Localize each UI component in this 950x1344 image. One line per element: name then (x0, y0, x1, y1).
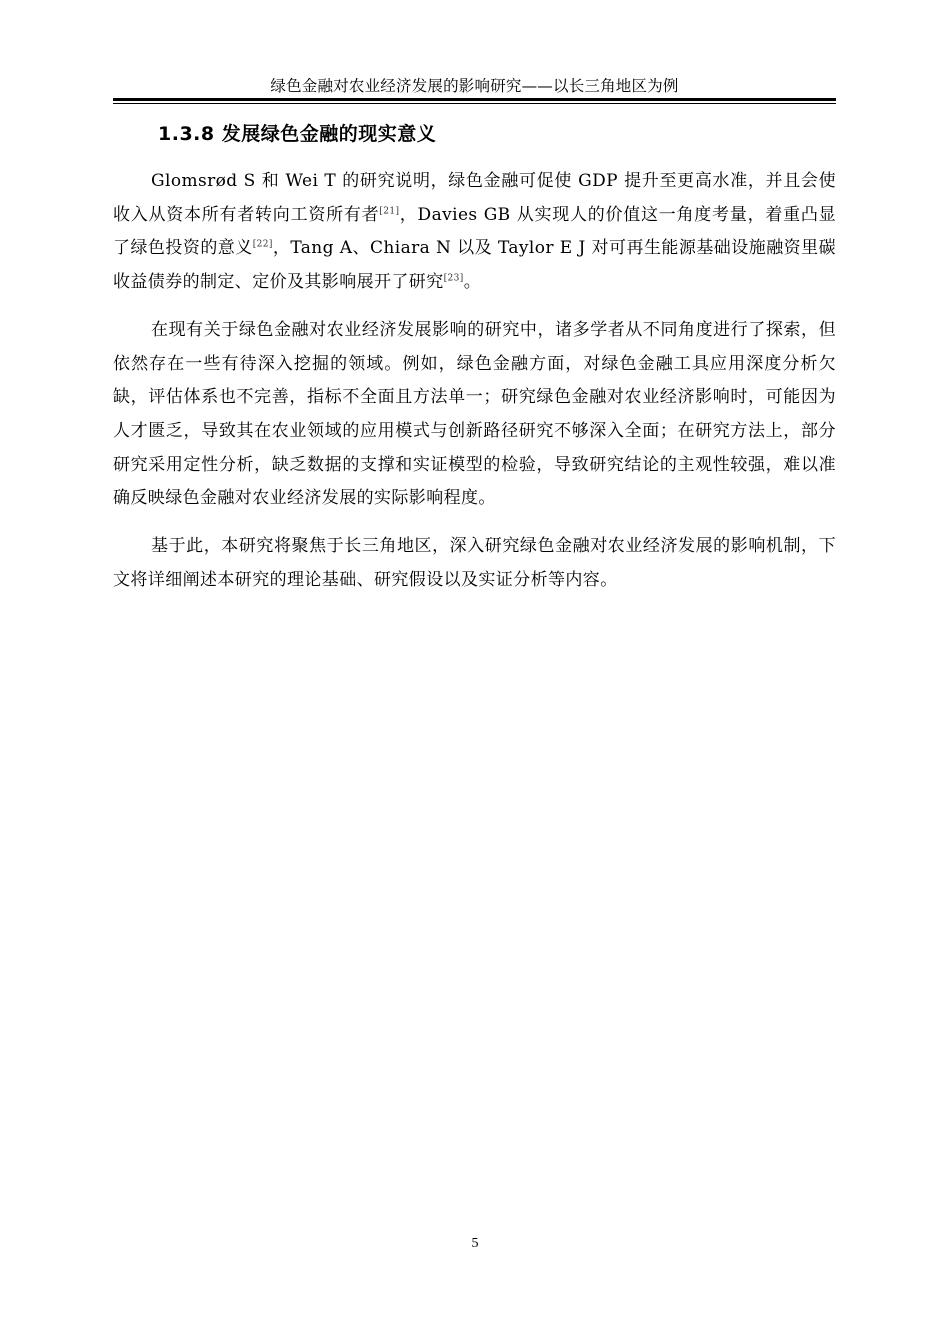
running-header: 绿色金融对农业经济发展的影响研究——以长三角地区为例 (270, 77, 679, 95)
paragraph-1-text-c: ，Tang A、Chiara N 以及 Taylor E J 对可再生能源基础设施融资里碳收益债券的制定、定价及其影响展开了研究 (113, 238, 836, 293)
paragraph-3: 基于此，本研究将聚焦于长三角地区，深入研究绿色金融对农业经济发展的影响机制，下文将详细阐述本研究的理论基础、研究假设以及实证分析等内容。 (113, 536, 836, 590)
citation-23: [23] (443, 273, 464, 284)
section-heading: 1.3.8 发展绿色金融的现实意义 (158, 123, 437, 145)
citation-22: [22] (252, 239, 273, 250)
paragraph-2: 在现有关于绿色金融对农业经济发展影响的研究中，诸多学者从不同角度进行了探索，但依然存在一些有待深入挖掘的领域。例如，绿色金融方面，对绿色金融工具应用深度分析欠缺，评估体系也不完善，指标不全面且方法单一；研究绿色金融对农业经济影响时，可能因为人才匮乏，导致其在农业领域的应用模式与创新路径研究不够深入全面；在研究方法上，部分研究采用定性分析，缺乏数据的支撑和实证模型的检验，导致研究结论的主观性较强，难以准确反映绿色金融对农业经济发展的实际影响程度。 (113, 319, 836, 509)
body-content (113, 165, 836, 611)
paragraph-1-text-b: ，Davies GB 从实现人的价值这一角度考量，着重凸显了绿色投资的意义 (113, 204, 836, 259)
paragraph-1-text-a: Glomsrød S 和 Wei T 的研究说明，绿色金融可促使 GDP 提升至更高水准，并且会使收入从资本所有者转向工资所有者 (113, 171, 836, 225)
page-number: 5 (471, 1236, 479, 1251)
header-rule-thick (113, 98, 836, 101)
citation-21: [21] (379, 206, 400, 217)
header-rule-thin (113, 103, 836, 104)
paragraph-1 (113, 165, 836, 300)
paragraph-1-text-d: 。 (463, 272, 482, 293)
